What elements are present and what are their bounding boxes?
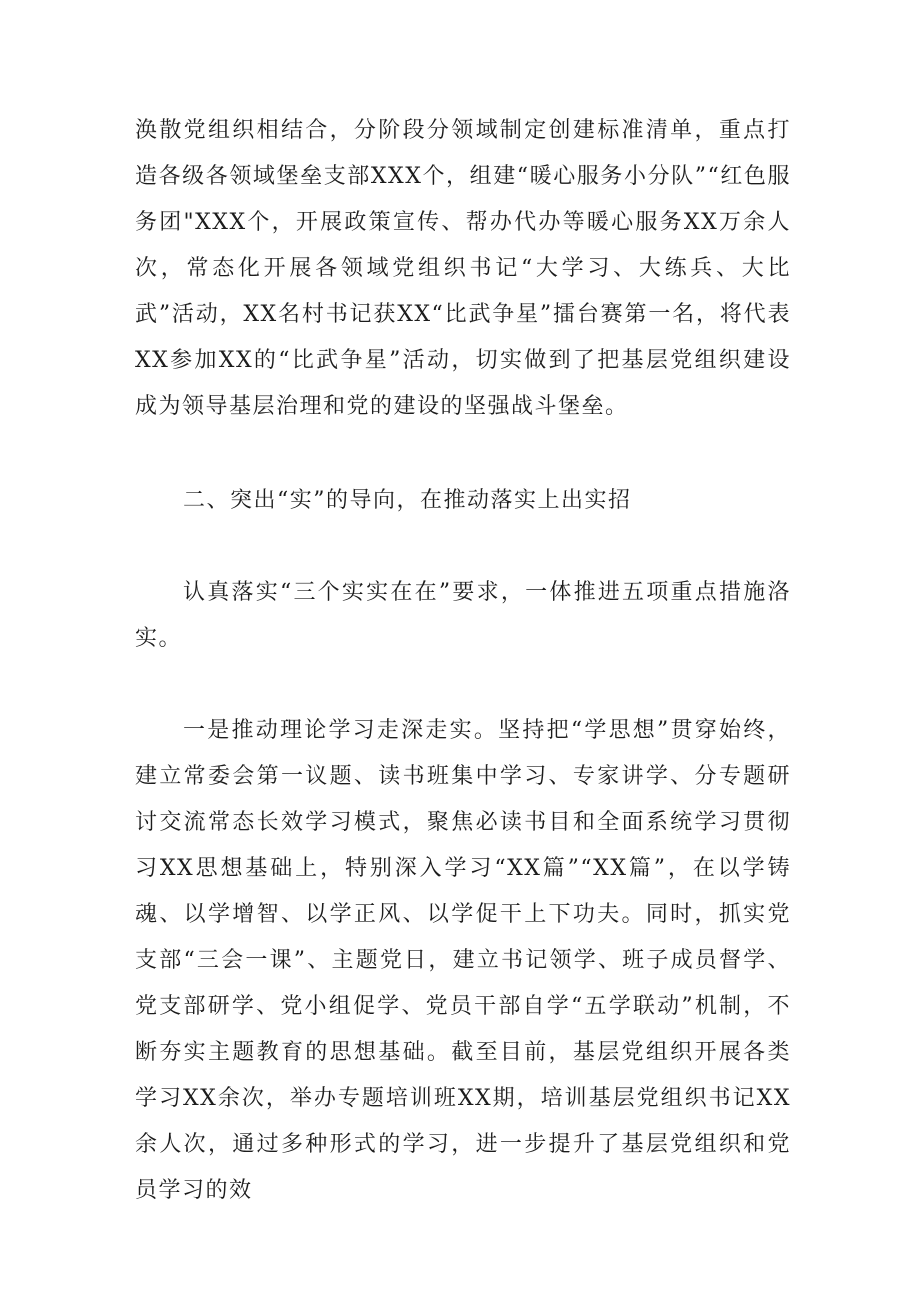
- document-body: [135, 108, 791, 1214]
- paragraph-theory-study: 一是推动理论学习走深走实。坚持把“学思想”贯穿始终，建立常委会第一议题、读书班集中学习、专家讲学、分专题研讨交流常态长效学习模式，聚焦必读书目和全面系统学习贯彻习XX思想基础上，特别深入学习“XX篇”“XX篇”，在以学铸魂、以学增智、以学正风、以学促干上下功夫。同时，抓实党支部“三会一课”、主题党日，建立书记领学、班子成员督学、党支部研学、党小组促学、党员干部自学“五学联动”机制，不断夯实主题教育的思想基础。截至目前，基层党组织开展各类学习XX余次，举办专题培训班XX期，培训基层党组织书记XX余人次，通过多种形式的学习，进一步提升了基层党组织和党员学习的效: [135, 718, 791, 1203]
- paragraph-continuation: 涣散党组织相结合，分阶段分领域制定创建标准清单，重点打造各级各领域堡垒支部XXX个，组建“暖心服务小分队”“红色服务团"XXX个，开展政策宣传、帮办代办等暖心服务XX万余人次，常态化开展各领域党组织书记“大学习、大练兵、大比武”活动，XX名村书记获XX“比武争星”擂台赛第一名，将代表XX参加XX的“比武争星”活动，切实做到了把基层党组织建设成为领导基层治理和党的建设的坚强战斗堡垒。: [135, 118, 791, 419]
- section-heading: 二、突出“实”的导向，在推动落实上出实招: [183, 488, 632, 513]
- paragraph-intro: 认真落实“三个实实在在”要求，一体推进五项重点措施洛实。: [135, 580, 791, 651]
